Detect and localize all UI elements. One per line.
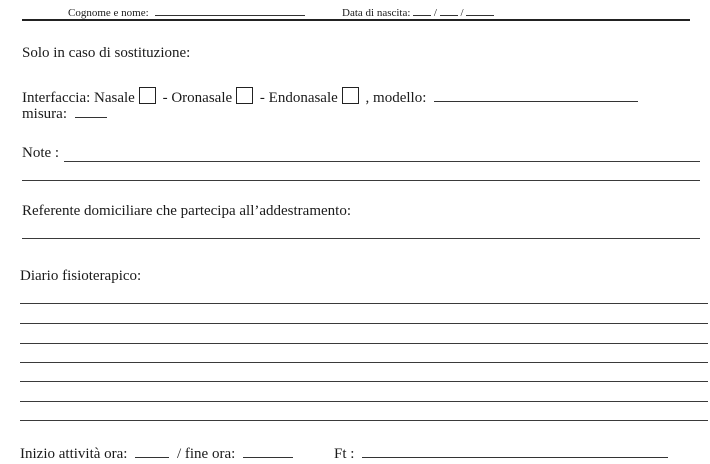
name-label: Cognome e nome:	[68, 7, 149, 19]
endonasal-label: - Endonasale	[259, 90, 338, 106]
oronasal-label: - Oronasale	[162, 90, 233, 106]
birth-day-field[interactable]	[413, 3, 431, 16]
referent-label: Referente domiciliare che partecipa all’addestramento:	[22, 203, 351, 219]
name-field[interactable]	[155, 3, 305, 16]
signature-field[interactable]	[362, 444, 668, 458]
diary-line[interactable]	[20, 381, 708, 382]
footer-row	[20, 444, 293, 463]
diary-line[interactable]	[20, 420, 708, 421]
oronasal-checkbox[interactable]	[236, 87, 253, 104]
header-divider	[22, 19, 690, 21]
endonasal-checkbox[interactable]	[342, 87, 359, 104]
birth-month-field[interactable]	[440, 3, 458, 16]
diary-line[interactable]	[20, 303, 708, 304]
referent-line[interactable]	[22, 238, 700, 239]
signature-row	[334, 444, 668, 463]
interface-row	[22, 87, 638, 107]
birth-date-row	[342, 3, 494, 19]
notes-label: Note :	[22, 145, 60, 161]
diary-line[interactable]	[20, 343, 708, 344]
diary-line[interactable]	[20, 362, 708, 363]
notes-row	[22, 145, 59, 162]
size-row	[22, 104, 107, 123]
birth-year-field[interactable]	[466, 3, 494, 16]
model-label: , modello:	[365, 90, 427, 106]
end-time-field[interactable]	[243, 444, 293, 458]
signature-label: Ft :	[334, 446, 355, 462]
notes-line-2[interactable]	[22, 180, 700, 181]
start-time-field[interactable]	[135, 444, 169, 458]
nasal-checkbox[interactable]	[139, 87, 156, 104]
interface-label: Interfaccia: Nasale	[22, 90, 135, 106]
start-time-label: Inizio attività ora:	[20, 446, 128, 462]
model-field[interactable]	[434, 88, 638, 102]
substitution-title: Solo in caso di sostituzione:	[22, 45, 191, 61]
diary-line[interactable]	[20, 401, 708, 402]
notes-line-1[interactable]	[64, 161, 700, 162]
end-time-label: / fine ora:	[176, 446, 236, 462]
size-field[interactable]	[75, 104, 107, 118]
header-row	[68, 3, 305, 19]
birth-date-label: Data di nascita:	[342, 7, 411, 19]
size-label: misura:	[22, 106, 67, 122]
date-separator: /	[460, 7, 464, 19]
diary-line[interactable]	[20, 323, 708, 324]
diary-label: Diario fisioterapico:	[20, 268, 142, 284]
date-separator: /	[433, 7, 437, 19]
